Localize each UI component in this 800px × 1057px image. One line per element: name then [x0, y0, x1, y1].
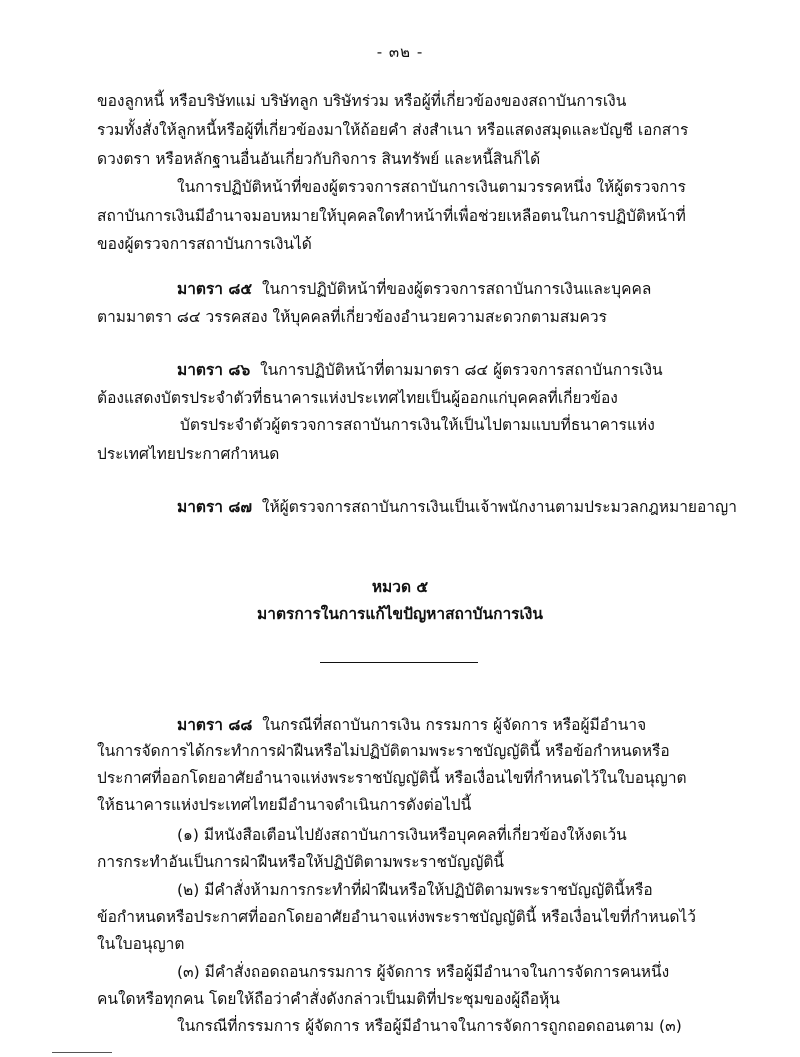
section-text: ในการปฏิบัติหน้าที่ตามมาตรา ๘๔ ผู้ตรวจการสถาบันการเงิน — [260, 361, 663, 379]
chapter-number: หมวด ๕ — [371, 578, 429, 596]
text-line: ให้ธนาคารแห่งประเทศไทยมีอำนาจดำเนินการดังต่อไปนี้ — [97, 796, 472, 814]
text-line: รวมทั้งสั่งให้ลูกหนี้หรือผู้ที่เกี่ยวข้องมาให้ถ้อยคำ ส่งสำเนา หรือแสดงสมุดและบัญชี เอกสาร — [97, 121, 689, 139]
text-line: ตามมาตรา ๘๔ วรรคสอง ให้บุคคลที่เกี่ยวข้องอำนวยความสะดวกตามสมควร — [97, 308, 607, 326]
text-line: บัตรประจำตัวผู้ตรวจการสถาบันการเงินให้เป็นไปตามแบบที่ธนาคารแห่ง — [180, 416, 655, 434]
section-label: มาตรา ๘๗ — [177, 498, 253, 516]
section-label: มาตรา ๘๕ — [177, 280, 253, 298]
chapter-title: มาตรการในการแก้ไขปัญหาสถาบันการเงิน — [257, 605, 543, 623]
list-item-3: (๓) มีคำสั่งถอดถอนกรรมการ ผู้จัดการ หรือผู้มีอำนาจในการจัดการคนหนึ่ง — [177, 963, 670, 981]
text-line: ในการปฏิบัติหน้าที่ของผู้ตรวจการสถาบันการเงินตามวรรคหนึ่ง ให้ผู้ตรวจการ — [177, 178, 686, 196]
section-text: ในกรณีที่สถาบันการเงิน กรรมการ ผู้จัดการ หรือผู้มีอำนาจ — [262, 716, 647, 734]
text-line: ในการจัดการได้กระทำการฝ่าฝืนหรือไม่ปฏิบัติตามพระราชบัญญัตินี้ หรือข้อกำหนดหรือ — [97, 742, 670, 760]
text-line: ประกาศที่ออกโดยอาศัยอำนาจแห่งพระราชบัญญัตินี้ หรือเงื่อนไขที่กำหนดไว้ในใบอนุญาต — [97, 769, 687, 787]
section-label: มาตรา ๘๘ — [177, 716, 253, 734]
section-87-first-line — [177, 497, 737, 517]
text-line: ในกรณีที่กรรมการ ผู้จัดการ หรือผู้มีอำนาจในการจัดการถูกถอดถอนตาม (๓) — [177, 1017, 682, 1035]
section-88-first-line — [177, 715, 646, 735]
text-line: ต้องแสดงบัตรประจำตัวที่ธนาคารแห่งประเทศไทยเป็นผู้ออกแก่บุคคลที่เกี่ยวข้อง — [97, 389, 618, 407]
section-86-first-line — [177, 360, 663, 380]
text-line: สถาบันการเงินมีอำนาจมอบหมายให้บุคคลใดทำหน้าที่เพื่อช่วยเหลือตนในการปฏิบัติหน้าที่ — [97, 207, 686, 225]
text-line: ประเทศไทยประกาศกำหนด — [97, 445, 280, 463]
text-line: คนใดหรือทุกคน โดยให้ถือว่าคำสั่งดังกล่าวเป็นมติที่ประชุมของผู้ถือหุ้น — [97, 990, 560, 1008]
section-85-first-line — [177, 279, 651, 299]
heading-divider — [320, 662, 478, 663]
list-item-1: (๑) มีหนังสือเตือนไปยังสถาบันการเงินหรือบุคคลที่เกี่ยวข้องให้งดเว้น — [177, 826, 627, 844]
footnote-divider — [52, 1052, 112, 1053]
text-line: ของผู้ตรวจการสถาบันการเงินได้ — [97, 235, 312, 253]
section-text: ในการปฏิบัติหน้าที่ของผู้ตรวจการสถาบันการเงินและบุคคล — [261, 280, 652, 298]
text-line: ของลูกหนี้ หรือบริษัทแม่ บริษัทลูก บริษัทร่วม หรือผู้ที่เกี่ยวข้องของสถาบันการเงิน — [97, 92, 627, 110]
section-text: ให้ผู้ตรวจการสถาบันการเงินเป็นเจ้าพนักงานตามประมวลกฎหมายอาญา — [261, 498, 737, 516]
page-number: - ๓๒ - — [376, 43, 424, 61]
text-line: ในใบอนุญาต — [97, 935, 185, 953]
list-item-2: (๒) มีคำสั่งห้ามการกระทำที่ฝ่าฝืนหรือให้ปฏิบัติตามพระราชบัญญัตินี้หรือ — [177, 881, 653, 899]
section-label: มาตรา ๘๖ — [177, 361, 251, 379]
text-line: ข้อกำหนดหรือประกาศที่ออกโดยอาศัยอำนาจแห่งพระราชบัญญัตินี้ หรือเงื่อนไขที่กำหนดไว้ — [97, 908, 696, 926]
text-line: ดวงตรา หรือหลักฐานอื่นอันเกี่ยวกับกิจการ สินทรัพย์ และหนี้สินก็ได้ — [97, 150, 541, 168]
text-line: การกระทำอันเป็นการฝ่าฝืนหรือให้ปฏิบัติตามพระราชบัญญัตินี้ — [97, 853, 504, 871]
